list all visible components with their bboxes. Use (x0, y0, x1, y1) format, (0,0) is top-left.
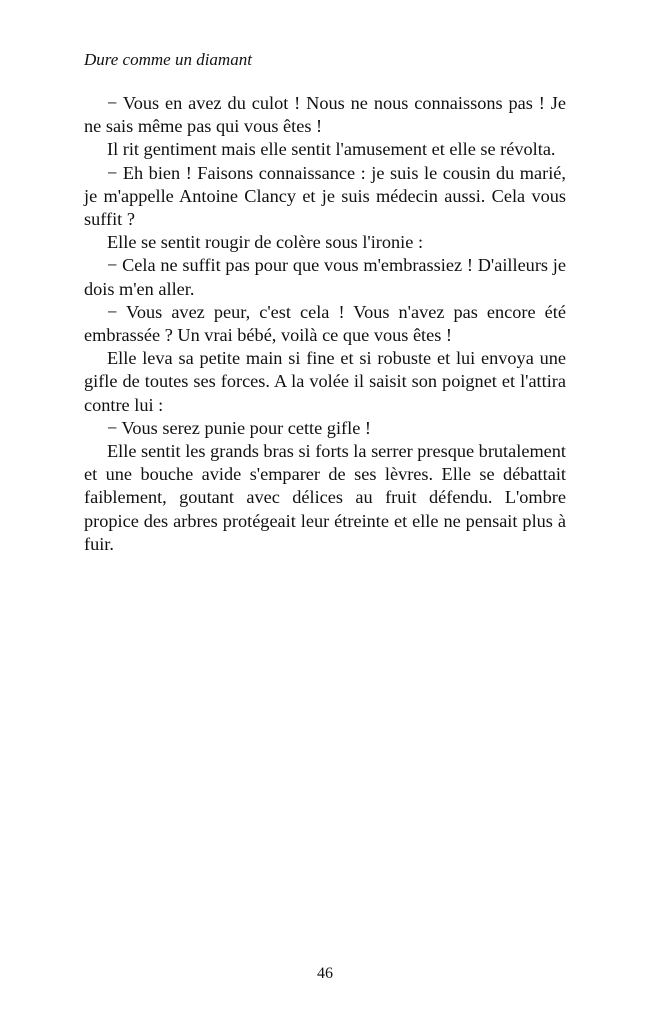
running-header-title: Dure comme un diamant (84, 50, 252, 69)
paragraph: − Cela ne suffit pas pour que vous m'embrassiez ! D'ailleurs je dois m'en aller. (84, 255, 566, 299)
paragraph: − Vous avez peur, c'est cela ! Vous n'avez pas encore été embrassée ? Un vrai bébé, voilà ce que vous êtes ! (84, 301, 566, 346)
paragraph: − Eh bien ! Faisons connaissance : je suis le cousin du marié, je m'appelle Antoine Clancy et je suis médecin aussi. Cela vous suffit ? (84, 162, 566, 230)
paragraph: − Vous serez punie pour cette gifle ! (107, 417, 371, 438)
paragraph: − Vous en avez du culot ! Nous ne nous connaissons pas ! Je ne sais même pas qui vous êtes ! (84, 93, 566, 137)
paragraph: Il rit gentiment mais elle sentit l'amusement et elle se révolta. (107, 139, 556, 160)
body-text (84, 92, 566, 556)
paragraph: Elle leva sa petite main si fine et si robuste et lui envoya une gifle de toutes ses forces. A la volée il saisit son poignet et l'attira contre lui : (84, 348, 566, 415)
page-number: 46 (317, 965, 333, 982)
paragraph: Elle se sentit rougir de colère sous l'ironie : (107, 232, 424, 253)
paragraph: Elle sentit les grands bras si forts la serrer presque brutalement et une bouche avide s'emparer de ses lèvres. Elle se débattait faiblement, goutant avec délices au fruit défendu. L'ombre propice des arbres protégeait leur étreinte et elle ne pensait plus à fuir. (84, 441, 566, 554)
